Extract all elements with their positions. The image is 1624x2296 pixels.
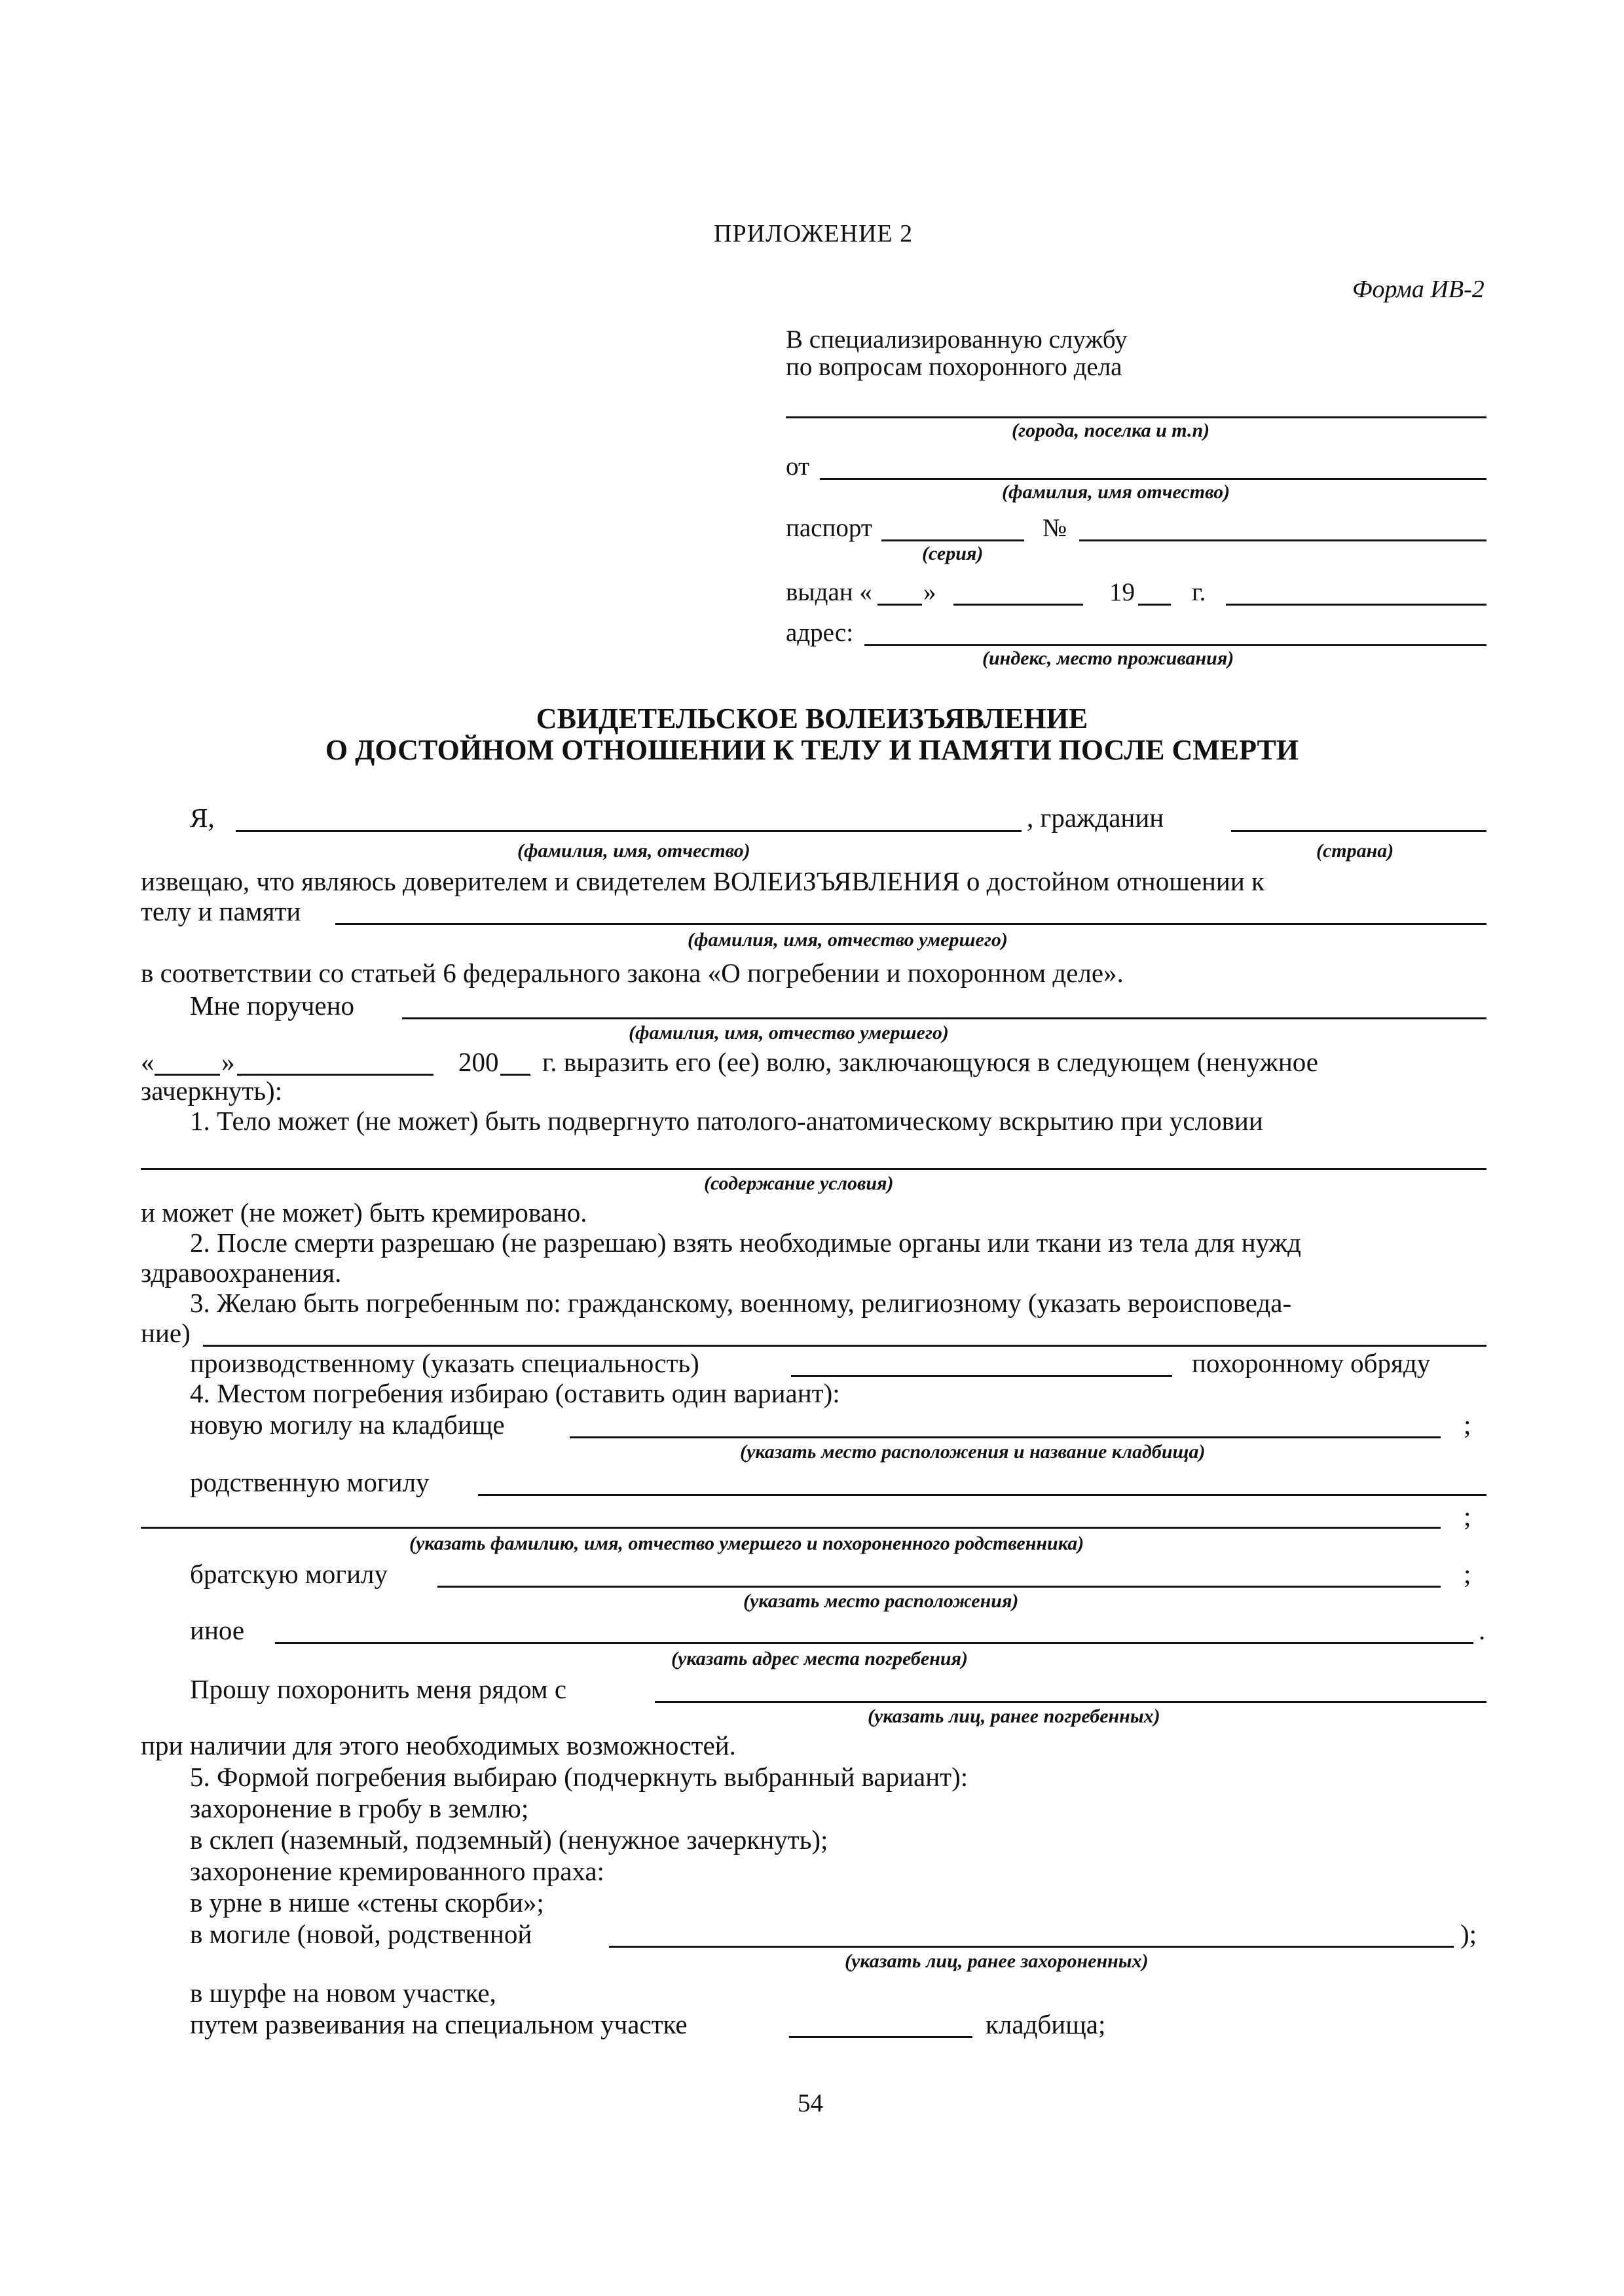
issued-quote-close: » [923, 578, 936, 606]
item-3c-end: похоронному обряду [1192, 1348, 1431, 1378]
family-grave-line-2[interactable] [141, 1527, 1441, 1529]
semicolon-1: ; [1464, 1410, 1471, 1440]
title-line-2: О ДОСТОЙНОМ ОТНОШЕНИИ К ТЕЛУ И ПАМЯТИ ПОСЛЕ СМЕРТИ [325, 734, 1299, 766]
page-number: 54 [798, 2089, 823, 2117]
date-year-prefix: 200 [458, 1047, 499, 1077]
option-2[interactable]: в склеп (наземный, подземный) (ненужное зачеркнуть); [190, 1825, 828, 1855]
declarant-name-line[interactable] [236, 830, 1022, 832]
deceased-name-line-1[interactable] [335, 923, 1486, 925]
passport-number-line[interactable] [1079, 539, 1486, 541]
condition-caption: (содержание условия) [704, 1173, 894, 1194]
other-label: иное [190, 1615, 245, 1645]
issued-year-suffix: г. [1192, 578, 1206, 606]
paragraph-2: в соответствии со статьей 6 федерального закона «О погребении и похоронном деле». [141, 958, 1124, 988]
paragraph-4b: зачеркнуть): [141, 1076, 283, 1106]
semicolon-2: ; [1464, 1501, 1471, 1531]
deceased-name-line-2[interactable] [402, 1017, 1486, 1019]
number-sign: № [1043, 514, 1067, 542]
country-caption: (страна) [1316, 840, 1394, 862]
item-3: 3. Желаю быть погребенным по: гражданскому, военному, религиозному (указать вероисповеда- [190, 1288, 1292, 1318]
item-3b: ние) [141, 1318, 191, 1348]
issued-day-line[interactable] [877, 604, 922, 606]
option-7-end: кладбища; [986, 2009, 1106, 2039]
passport-label: паспорт [786, 514, 872, 542]
option-5-end: ); [1460, 1919, 1477, 1949]
option-7-line[interactable] [789, 2036, 972, 2038]
item-3c: производственному (указать специальность) [190, 1348, 699, 1378]
address-label: адрес: [786, 619, 854, 647]
new-grave-label: новую могилу на кладбище [190, 1410, 505, 1440]
other-caption: (указать адрес места погребения) [671, 1648, 969, 1669]
other-line[interactable] [275, 1642, 1473, 1644]
religion-line[interactable] [203, 1345, 1486, 1347]
item-5: 5. Формой погребения выбираю (подчеркнуть выбранный вариант): [190, 1762, 969, 1792]
bury-near-caption: (указать лиц, ранее погребенных) [868, 1705, 1160, 1727]
addressee-line-2: по вопросам похоронного дела [786, 353, 1122, 381]
date-open-quote: « [141, 1047, 155, 1077]
item-2b: здравоохранения. [141, 1258, 342, 1288]
option-4[interactable]: в урне в нише «стены скорби»; [190, 1887, 544, 1918]
semicolon-3: ; [1464, 1559, 1471, 1589]
from-label: от [786, 452, 810, 481]
bury-near-b: при наличии для этого необходимых возможностей. [141, 1730, 736, 1760]
passport-series-line[interactable] [881, 539, 1024, 541]
option-7[interactable]: путем развеивания на специальном участке [190, 2009, 688, 2039]
option-1[interactable]: захоронение в гробу в землю; [190, 1793, 529, 1823]
item-4: 4. Местом погребения избираю (оставить один вариант): [190, 1378, 840, 1408]
title-line-1: СВИДЕТЕЛЬСКОЕ ВОЛЕИЗЪЯВЛЕНИЕ [536, 702, 1088, 735]
paragraph-4: г. выразить его (ее) волю, заключающуюся в следующем (ненужное [542, 1047, 1318, 1077]
option-6[interactable]: в шурфе на новом участке, [190, 1978, 496, 2008]
item-1b: и может (не может) быть кремировано. [141, 1197, 587, 1228]
issued-by-line[interactable] [1226, 604, 1486, 606]
option-5-caption: (указать лиц, ранее захороненных) [845, 1950, 1149, 1972]
bury-near-line[interactable] [655, 1701, 1486, 1703]
addressee-line-1: В специализированную службу [786, 325, 1128, 354]
deceased-caption-1: (фамилия, имя, отчество умершего) [688, 929, 1008, 951]
series-caption: (серия) [922, 543, 984, 564]
deceased-caption-2: (фамилия, имя, отчество умершего) [629, 1022, 949, 1044]
mass-grave-line[interactable] [437, 1586, 1441, 1588]
fio-caption: (фамилия, имя, отчество) [517, 840, 750, 862]
country-line[interactable] [1231, 830, 1486, 832]
from-caption: (фамилия, имя отчество) [1002, 481, 1230, 503]
entrusted-label: Мне поручено [190, 991, 355, 1021]
condition-line[interactable] [141, 1168, 1486, 1170]
item-1: 1. Тело может (не может) быть подвергнуто патолого-анатомическому вскрытию при условии [190, 1106, 1263, 1136]
mass-grave-caption: (указать место расположения) [743, 1590, 1019, 1612]
paragraph-1b: телу и памяти [141, 896, 301, 926]
address-field-line[interactable] [864, 644, 1486, 646]
date-close-quote: » [221, 1047, 235, 1077]
issued-year-line[interactable] [1138, 604, 1171, 606]
family-grave-caption: (указать фамилию, имя, отчество умершего и похороненного родственника) [409, 1533, 1084, 1554]
ya-label: Я, [190, 803, 215, 833]
city-caption: (города, поселка и т.п) [1012, 420, 1210, 441]
mass-grave-label: братскую могилу [190, 1559, 388, 1589]
date-year-line[interactable] [500, 1074, 530, 1076]
option-3[interactable]: захоронение кремированного праха: [190, 1856, 604, 1886]
issued-year-prefix: 19 [1109, 578, 1135, 606]
family-grave-line-1[interactable] [478, 1494, 1486, 1496]
citizen-label: , гражданин [1027, 803, 1164, 833]
new-grave-line[interactable] [570, 1436, 1441, 1438]
issued-month-line[interactable] [953, 604, 1083, 606]
appendix-label: ПРИЛОЖЕНИЕ 2 [714, 220, 913, 247]
new-grave-caption: (указать место расположения и название кладбища) [740, 1441, 1206, 1463]
issued-label: выдан « [786, 578, 872, 606]
address-caption: (индекс, место проживания) [982, 647, 1234, 669]
option-5-line[interactable] [609, 1946, 1454, 1948]
city-field-line[interactable] [786, 416, 1486, 418]
option-5[interactable]: в могиле (новой, родственной [190, 1919, 532, 1949]
family-grave-label: родственную могилу [190, 1467, 430, 1497]
form-code: Форма ИВ-2 [1352, 276, 1485, 303]
period-1: . [1479, 1615, 1486, 1645]
item-2: 2. После смерти разрешаю (не разрешаю) взять необходимые органы или ткани из тела для нужд [190, 1228, 1301, 1258]
from-field-line[interactable] [820, 478, 1486, 480]
bury-near-label: Прошу похоронить меня рядом с [190, 1674, 567, 1704]
specialty-line[interactable] [791, 1375, 1172, 1377]
paragraph-1: извещаю, что являюсь доверителем и свидетелем ВОЛЕИЗЪЯВЛЕНИЯ о достойном отношении к [141, 866, 1264, 896]
